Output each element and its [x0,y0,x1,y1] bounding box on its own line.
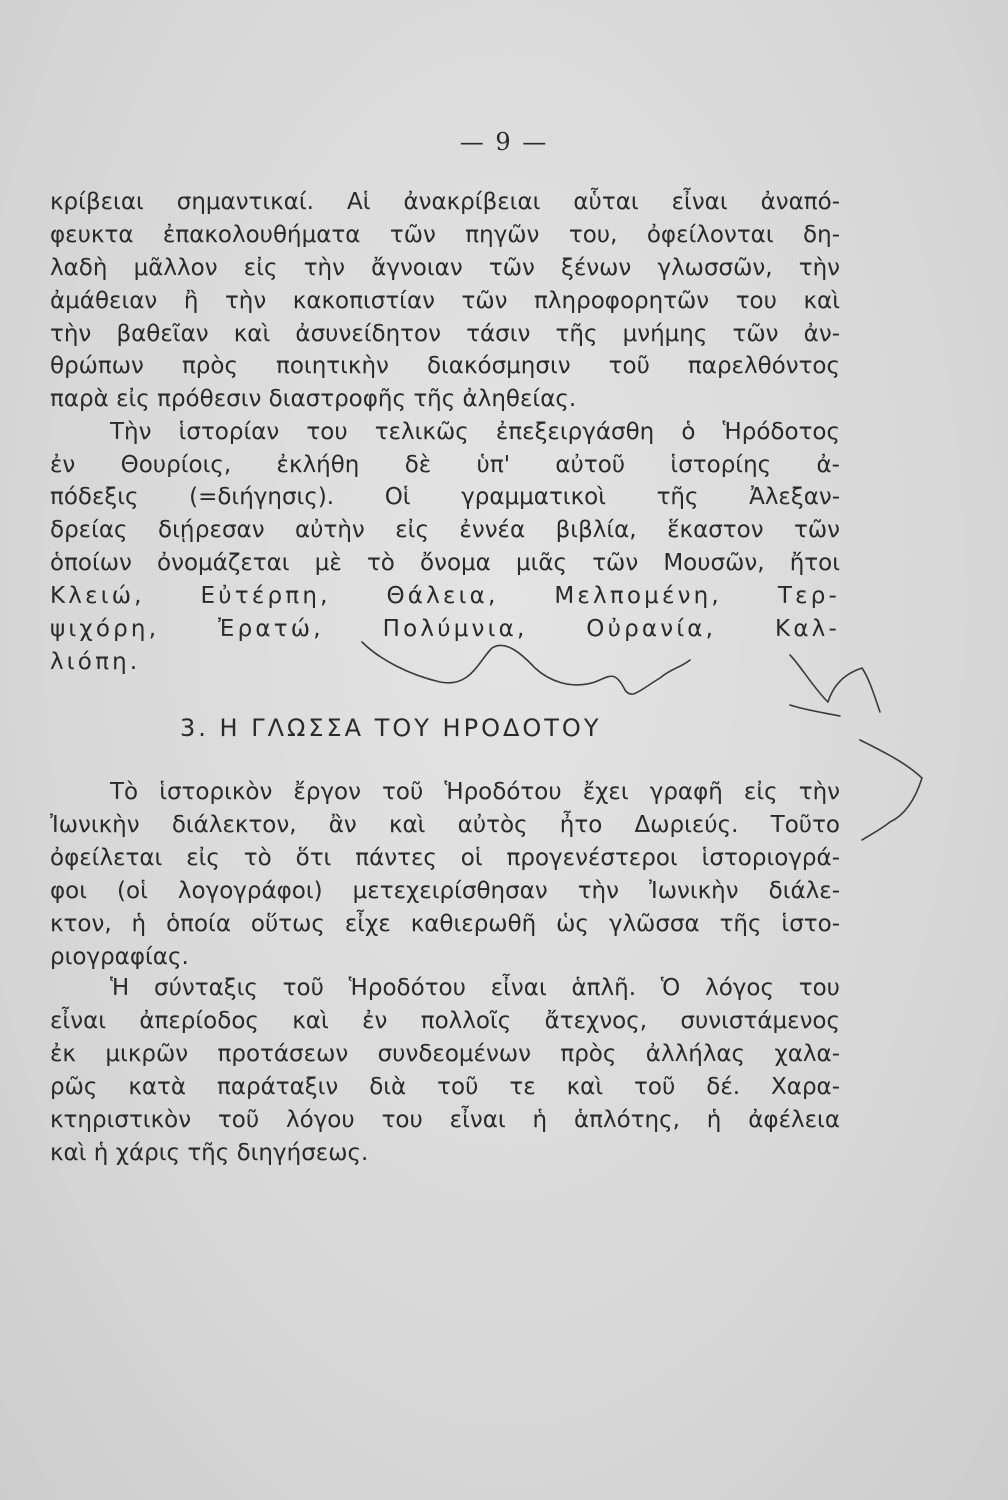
text-line: λιόπη. [50,649,141,675]
text-line: κρίβειαι σημαντικαί. Αἱ ἀνακρίβειαι αὗται εἶναι ἀναπό- [50,189,840,215]
text-line: Ἰωνικὴν διάλεκτον, ἂν καὶ αὐτὸς ἦτο Δωριεύς. Τοῦτο [50,812,840,838]
text-line: φευκτα ἐπακολουθήματα τῶν πηγῶν του, ὀφείλονται δη- [50,222,840,248]
text-line: ρῶς κατὰ παράταξιν διὰ τοῦ τε καὶ τοῦ δέ. Χαρα- [50,1074,840,1100]
text-line: δρείας διῄρεσαν αὐτὴν εἰς ἐννέα βιβλία, ἕκαστον τῶν [50,517,840,543]
text-line: ὀφείλεται εἰς τὸ ὅτι πάντες οἱ προγενέστεροι ἱστοριογρά- [50,845,840,871]
text-line: κτηριστικὸν τοῦ λόγου του εἶναι ἡ ἁπλότης, ἡ ἀφέλεια [50,1107,840,1133]
section-heading: 3. Η ΓΛΩΣΣΑ ΤΟΥ ΗΡΟΔΟΤΟΥ [180,714,602,742]
text-line: ὁποίων ὀνομάζεται μὲ τὸ ὄνομα μιᾶς τῶν Μουσῶν, ἤτοι [50,550,840,576]
text-line: ψιχόρη, Ἐρατώ, Πολύμνια, Οὐρανία, Καλ- [50,616,840,642]
text-line: Ἡ σύνταξις τοῦ Ἡροδότου εἶναι ἁπλῆ. Ὁ λόγος του [110,975,840,1001]
page-number: — 9 — [459,128,549,156]
text-line: λαδὴ μᾶλλον εἰς τὴν ἄγνοιαν τῶν ξένων γλωσσῶν, τὴν [50,255,840,281]
text-line: ἐκ μικρῶν προτάσεων συνδεομένων πρὸς ἀλλήλας χαλα- [50,1041,840,1067]
text-line: πόδεξις (=διήγησις). Οἱ γραμματικοὶ τῆς Ἀλεξαν- [50,484,840,510]
text-line: καὶ ἡ χάρις τῆς διηγήσεως. [50,1140,369,1166]
text-line: παρὰ εἰς πρόθεσιν διαστροφῆς τῆς ἀληθείας. [50,386,577,412]
text-line: Κλειώ, Εὐτέρπη, Θάλεια, Μελπομένη, Τερ- [50,583,840,609]
text-line: θρώπων πρὸς ποιητικὴν διακόσμησιν τοῦ παρελθόντος [50,353,840,379]
text-line: Τὸ ἱστορικὸν ἔργον τοῦ Ἡροδότου ἔχει γραφῆ εἰς τὴν [110,779,840,805]
text-line: ριογραφίας. [50,944,189,970]
text-line: ἐν Θουρίοις, ἐκλήθη δὲ ὑπ' αὐτοῦ ἱστορίης ἀ- [50,452,840,478]
text-line: Τὴν ἱστορίαν του τελικῶς ἐπεξειργάσθη ὁ Ἡρόδοτος [110,419,840,445]
text-line: τὴν βαθεῖαν καὶ ἀσυνείδητον τάσιν τῆς μνήμης τῶν ἀν- [50,321,840,347]
text-line: κτον, ἡ ὁποία οὕτως εἶχε καθιερωθῆ ὡς γλῶσσα τῆς ἱστο- [50,911,840,937]
text-line: εἶναι ἀπερίοδος καὶ ἐν πολλοῖς ἄτεχνος, συνιστάμενος [50,1008,840,1034]
text-line: φοι (οἱ λογογράφοι) μετεχειρίσθησαν τὴν Ἰωνικὴν διάλε- [50,878,840,904]
text-line: ἀμάθειαν ἢ τὴν κακοπιστίαν τῶν πληροφορητῶν του καὶ [50,288,840,314]
